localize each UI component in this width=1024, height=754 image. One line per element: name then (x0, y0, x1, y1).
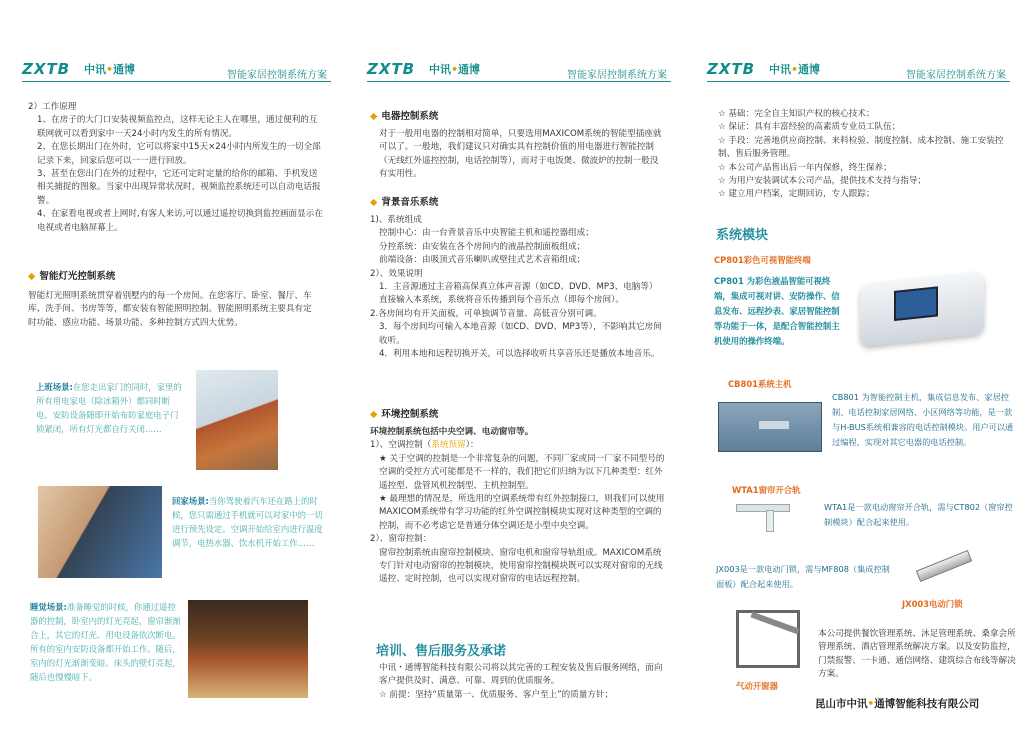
logo-mark: ZXTB (367, 60, 416, 78)
paragraph: 3、甚至在您出门在外的过程中，它还可定时定量的给你的邮箱、手机发送相关捕捉的图象。当家中出现异常状况时，视频监控系统还可以自动电话报警。 (37, 169, 321, 206)
wta-title: WTA1窗帘开合轨 (732, 485, 801, 495)
light-text: 智能灯光照明系统贯穿着别墅内的每一个房间。在您客厅、卧室、餐厅、车库、洗手间、书房等等，都安装有智能照明控制。智能照明系统主要具有定时功能、感应功能、场景功能、多种控制方式四大优势。 (28, 291, 312, 328)
page-header (367, 56, 671, 82)
window-opener-title: 气动开窗器 (736, 681, 778, 691)
paragraph: 4、在家看电视或者上网时,有客人来访,可以通过遥控切换到监控画面显示在电视或者电脑屏幕上。 (37, 209, 323, 233)
header-title: 智能家居控制系统方案 (567, 70, 667, 81)
logo-text: 中讯•通博 (769, 63, 821, 76)
logo-mark: ZXTB (22, 60, 71, 78)
paragraph: 2、在您长期出门在外时，它可以将家中15天×24小时内所发生的一切全部记录下来，回家后您可以一一进行回放。 (37, 142, 321, 166)
list-item: ☆ 基础：完全自主知识产权的核心技术； (718, 109, 875, 119)
bgm-line: 分控系统：由安装在各个房间内的液晶控制面板组成； (379, 241, 586, 252)
cp801-text: CP801 为彩色液晶智能可视终端，集成可视对讲、安防操作、信息发布、远程抄表、家居智能控制等功能于一体，是配合智能控制主机使用的操作终端。 (714, 276, 840, 346)
training-title: 培训、售后服务及承诺 (376, 644, 507, 659)
bgm-line: 1．主音源通过主音箱高保真立体声音源（如CD、DVD、MP3、电脑等）直接输入本系统，系统将音乐传播到每个音乐点（即每个房间）。 (379, 282, 658, 306)
logo-text: 中讯•通博 (84, 63, 136, 76)
bgm-text (370, 214, 666, 361)
page-header (707, 56, 1010, 82)
header-title: 智能家居控制系统方案 (227, 70, 327, 81)
env-paragraph: ★ 关于空调的控制是一个非常复杂的问题，不同厂家或同一厂家不同型号的空调的受控方式可能都是不一样的，我们把它们归纳为以下几种类型：红外遥控型、盘管风机控制型、主机控制型。 (379, 453, 665, 491)
list-item: ☆ 保证：具有丰富经验的高素质专业员工队伍； (718, 122, 901, 133)
page-header (22, 56, 331, 82)
bgm-line: 前端设备：由吸顶式音乐喇叭或壁挂式艺术音箱组成； (379, 255, 586, 266)
diamond-icon: ◆ (370, 197, 378, 208)
phone-photo (38, 486, 162, 578)
training-paragraph: 中讯・通博智能科技有限公司将以其完善的工程安装及售后服务网络，面向客户提供及时、满意、可靠、周到的优质服务。 (379, 663, 663, 687)
cb801-device-image (718, 402, 822, 452)
elec-section-title: ◆ 电器控制系统 (370, 111, 439, 122)
cp801-title: CP801彩色可视智能终端 (714, 255, 811, 265)
bedroom-photo (188, 600, 308, 698)
list-item: ☆ 建立用户档案，定期回访，专人跟踪； (718, 189, 875, 200)
env-paragraph: 窗帘控制系统由窗帘控制模块、窗帘电机和窗帘导轨组成。MAXICOM系统专门针对电动窗帘的控制模块，使用窗帘控制模块既可以实现对窗帘的无线遥控、定时控制，也可以实现对窗帘的电话远程控制。 (379, 547, 663, 585)
scene-home: 回家场景:当你驾驶着汽车还在路上的时候，您只需通过手机就可以对家中的一切进行预先设定。空调开始给室内进行温度调节，电热水器、饮水机开始工作…… (172, 496, 323, 548)
ac-heading: 1）、空调控制（系统预留）： (370, 440, 479, 451)
bgm-line: 1)、系统组成 (370, 215, 422, 225)
wta-device-image (736, 500, 790, 532)
bgm-line: 2.各房间均有开关面板，可单独调节音量、高低音分别可调。 (370, 308, 602, 319)
scene-work: 上班场景:在您走出家门的同时，家里的所有用电家电（除冰箱外）都同时断电，安防设备随即开始布防家庭电子门锁紧闭，所有灯光都自行关闭…… (36, 382, 182, 434)
list-item: ☆ 本公司产品售出后一年内保修，终生保养； (718, 162, 892, 173)
diamond-icon: ◆ (370, 409, 378, 420)
bgm-line: 4．利用本地和远程切换开关，可以选择收听共享音乐还是播放本地音乐。 (379, 349, 660, 360)
env-section-title: ◆ 环境控制系统 (370, 409, 439, 420)
window-opener-image (730, 606, 806, 672)
solutions-text: 本公司提供餐饮管理系统、沐足管理系统、桑拿会所管理系统、酒店管理系统解决方案。以及安防监控，门禁报警、一卡通、通信网络、建筑综合布线等解决方案。 (818, 629, 1016, 680)
list-item: ☆ 为用户安装调试本公司产品，提供技术支持与指导； (718, 176, 927, 187)
diamond-icon: ◆ (28, 271, 36, 282)
scene-sleep: 睡觉场景:准备睡觉的时候，你通过遥控器的控制，卧室内的灯光亮起，窗帘渐渐合上，其它的灯光、用电设备依次断电。所有的室内安防设备都开始工作。随后，室内的灯光渐渐变暗。床头的壁灯亮起，随后也慢慢暗下。 (30, 602, 181, 682)
list-item: ☆ 手段：完善地供应商控制、来料检验、制度控制、成本控制、施工安装控制、售后服务管理。 (718, 135, 1004, 160)
jx-text: JX003是一款电动门锁，需与MF808（集成控制面板）配合起来使用。 (716, 564, 890, 589)
cp801-device-image (860, 271, 984, 346)
logo-text: 中讯•通博 (429, 63, 481, 76)
bgm-section-title: ◆ 背景音乐系统 (370, 197, 439, 208)
bgm-line: 控制中心：由一台背景音乐中央智能主机和遥控器组成； (379, 228, 594, 239)
module-title: 系统模块 (716, 228, 769, 243)
bgm-line: 2）、效果说明 (370, 268, 423, 279)
paragraph: 1、在房子的大门口安装视频监控点，这样无论主人在哪里，通过便利的互联网就可以看到家中一天24小时内发生的所有情况。 (37, 115, 318, 139)
work-principle (28, 101, 324, 235)
wta-text: WTA1是一款电动窗帘开合轨，需与CT802（窗帘控制模块）配合起来使用。 (824, 502, 1013, 527)
elec-text: 对于一般用电器的控制相对简单，只要选用MAXICOM系统的智能型插座就可以了。一般地，我们建议只对确实具有控制价值的用电器进行智能控制（无线红外遥控控制，电话控制等），而对于电饭煲、微波炉的控制一般没有实用性。 (379, 129, 662, 180)
commitment-list (718, 108, 1014, 202)
diamond-icon: ◆ (370, 111, 378, 122)
env-paragraph: ★ 最理想的情况是，所选用的空调系统带有红外控制接口，则我们可以使用MAXICOM系统带有学习功能的红外空调控制模块实现对这种类型的空调的控制，而不必考虑它是普通分体空调还是小型中央空调。 (379, 494, 665, 531)
training-text (370, 662, 666, 702)
cb801-title: CB801系统主机 (728, 379, 792, 389)
env-paragraph: 2）、窗帘控制： (370, 534, 432, 545)
company-name: 昆山市中讯•通博智能科技有限公司 (815, 698, 980, 710)
cb801-text: CB801 为智能控制主机，集成信息发布、家居控制、电话控制家居网络、小区网络等功能，是一款与H-BUS系统相兼容的电话控制模块。用户可以通过编程，实现对其它电器的电话控制。 (832, 392, 1014, 447)
training-item: ☆ 前提：坚持“质量第一、优质服务、客户至上”的质量方针； (379, 689, 614, 700)
section-heading: 2）工作原理 (28, 102, 77, 112)
light-section-title: ◆ 智能灯光控制系统 (28, 271, 116, 282)
env-text (370, 426, 666, 587)
jx-title: JX003电动门锁 (902, 599, 963, 609)
env-subtitle: 环境控制系统包括中央空调、电动窗帘等。 (370, 427, 534, 437)
office-photo (196, 370, 278, 470)
bgm-line: 3．每个房间均可输入本地音源（如CD、DVD、MP3等），不影响其它房间收听。 (379, 322, 662, 346)
header-title: 智能家居控制系统方案 (906, 70, 1006, 81)
logo-mark: ZXTB (707, 60, 756, 78)
